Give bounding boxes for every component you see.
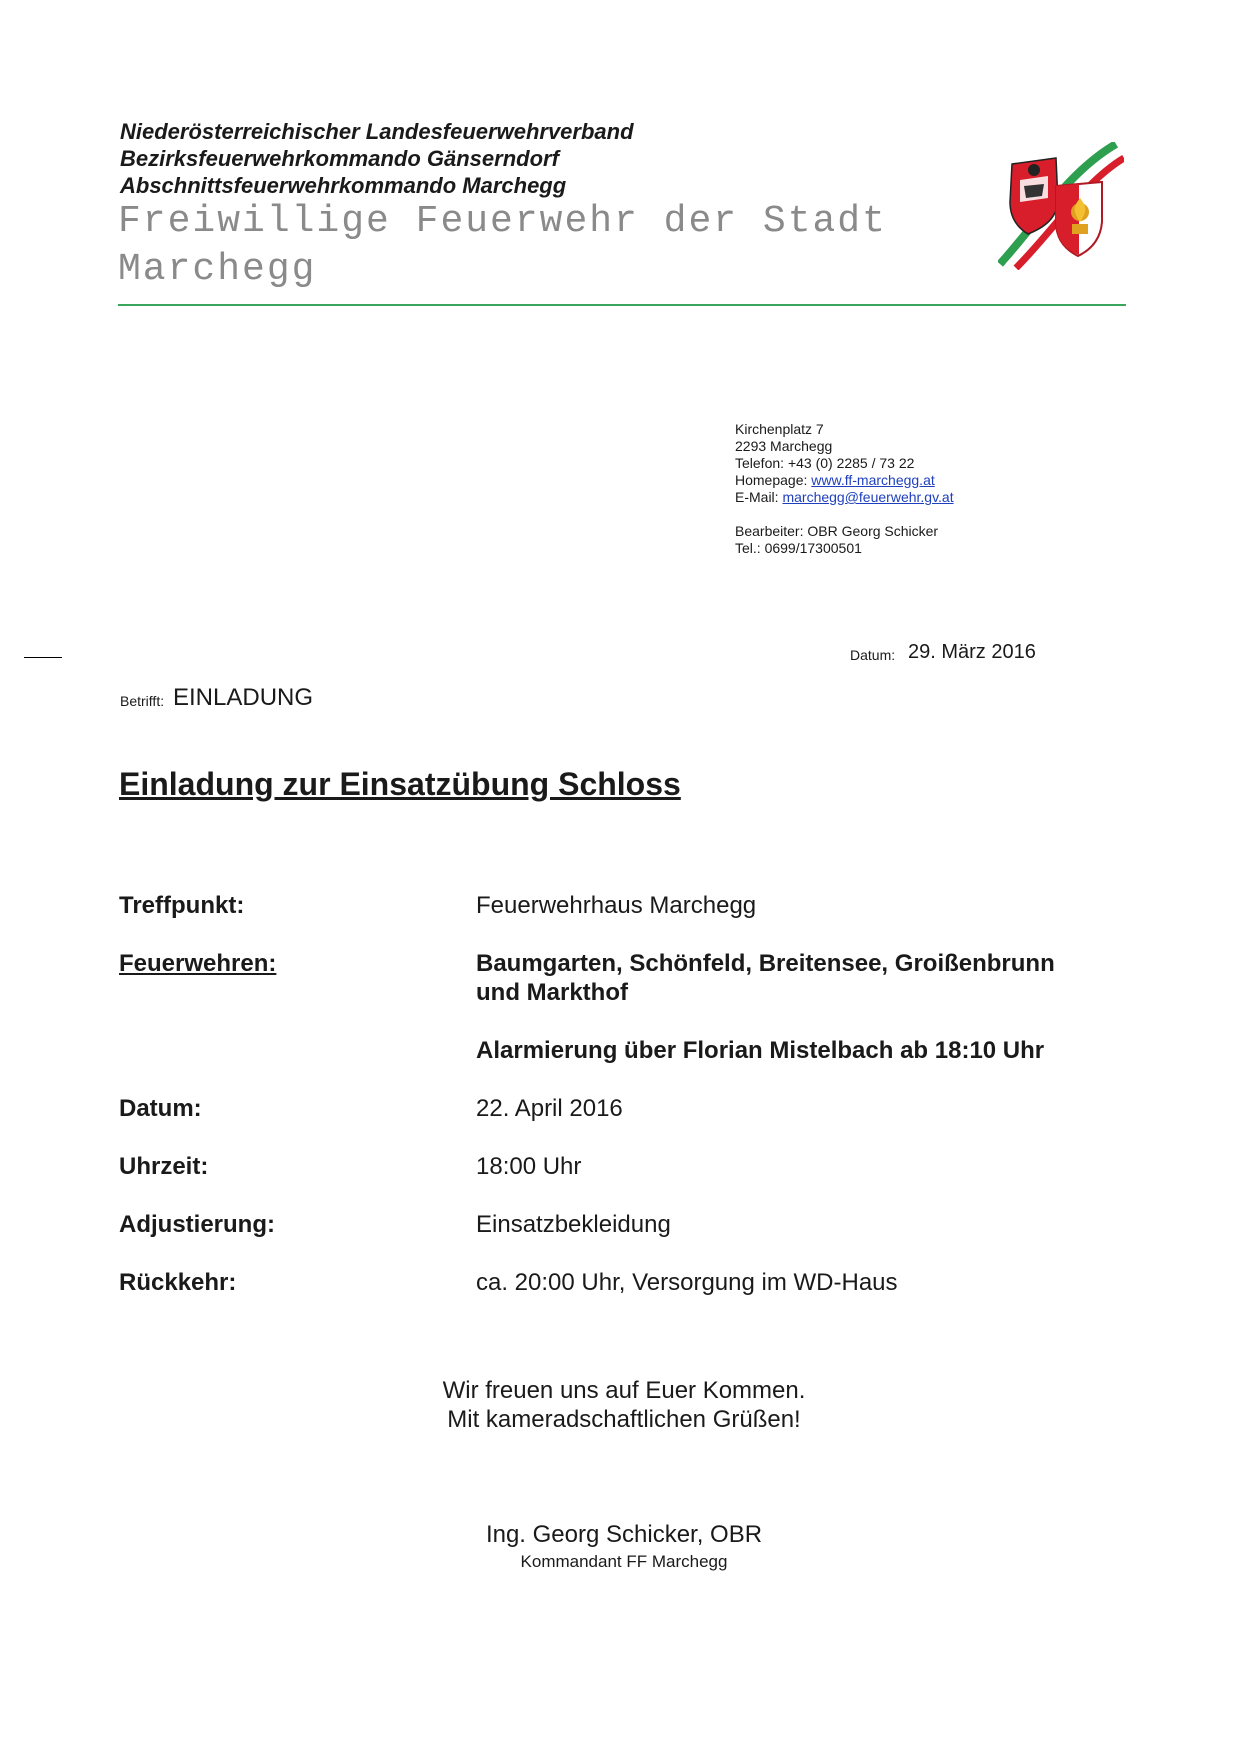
address-block [735, 421, 954, 557]
phone-value: +43 (0) 2285 / 73 22 [787, 455, 915, 471]
rueckkehr-value: ca. 20:00 Uhr, Versorgung im WD-Haus [476, 1269, 898, 1296]
page-title: Freiwillige Feuerwehr der Stadt Marchegg [118, 200, 887, 291]
closing-line-2: Mit kameradschaftlichen Grüßen! [447, 1406, 801, 1433]
fire-brigade-logo-icon [998, 142, 1124, 270]
email-link[interactable]: marchegg@feuerwehr.gv.at [782, 489, 954, 505]
signature-name: Ing. Georg Schicker, OBR [485, 1521, 763, 1548]
org-line-abschnitt: Abschnittsfeuerwehrkommando Marchegg [120, 173, 567, 198]
editor-tel-value: 0699/17300501 [764, 540, 862, 556]
betrifft-value: EINLADUNG [173, 684, 314, 711]
address-homepage-row [735, 472, 954, 489]
homepage-label: Homepage: [735, 472, 808, 488]
rueckkehr-label: Rückkehr: [119, 1269, 237, 1296]
closing-line-1: Wir freuen uns auf Euer Kommen. [442, 1377, 806, 1404]
treffpunkt-value: Feuerwehrhaus Marchegg [476, 892, 757, 919]
editor-tel-row [735, 540, 954, 557]
feuerwehren-line-2: und Markthof [476, 979, 628, 1006]
org-line-landesverband: Niederösterreichischer Landesfeuerwehrverband [120, 119, 634, 144]
datum-label: Datum: [850, 647, 896, 663]
uhrzeit-value: 18:00 Uhr [476, 1153, 582, 1180]
homepage-link[interactable]: www.ff-marchegg.at [811, 472, 935, 488]
alarmierung-text: Alarmierung über Florian Mistelbach ab 18:10 Uhr [476, 1037, 1045, 1064]
feuerwehren-label: Feuerwehren: [119, 950, 277, 977]
datum-detail-value: 22. April 2016 [476, 1095, 623, 1122]
feuerwehren-line-1: Baumgarten, Schönfeld, Breitensee, Groißenbrunn [476, 950, 1055, 977]
editor-row [735, 523, 954, 540]
address-city: 2293 Marchegg [735, 438, 833, 454]
header-divider [118, 304, 1126, 306]
editor-value: OBR Georg Schicker [807, 523, 939, 539]
betrifft-label: Betrifft: [120, 693, 165, 709]
uhrzeit-label: Uhrzeit: [119, 1153, 209, 1180]
editor-tel-label: Tel.: [735, 540, 761, 556]
datum-detail-label: Datum: [119, 1095, 202, 1122]
email-label: E-Mail: [735, 489, 779, 505]
address-email-row [735, 489, 954, 506]
editor-label: Bearbeiter: [735, 523, 804, 539]
datum-value: 29. März 2016 [908, 641, 1036, 663]
treffpunkt-label: Treffpunkt: [119, 892, 245, 919]
address-phone-row [735, 455, 954, 472]
fold-mark [24, 657, 62, 658]
address-street: Kirchenplatz 7 [735, 421, 824, 437]
signature-title: Kommandant FF Marchegg [520, 1552, 728, 1571]
org-line-bezirk: Bezirksfeuerwehrkommando Gänserndorf [120, 146, 559, 171]
adjustierung-label: Adjustierung: [119, 1211, 275, 1238]
adjustierung-value: Einsatzbekleidung [476, 1211, 671, 1238]
document-headline: Einladung zur Einsatzübung Schloss [119, 766, 681, 802]
phone-label: Telefon: [735, 455, 785, 471]
